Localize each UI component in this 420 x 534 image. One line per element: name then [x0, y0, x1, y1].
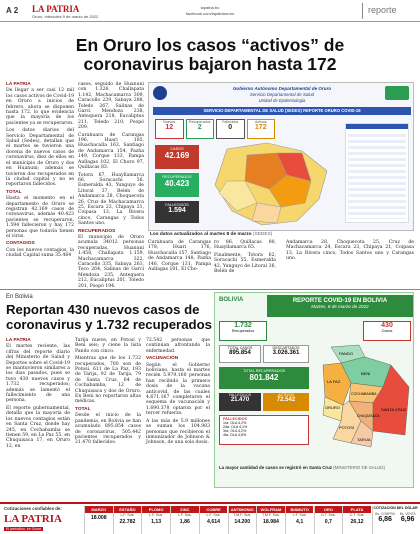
stat-box-nuevos: Nuevos 12 — [155, 119, 184, 139]
stat-box-activos: Activos 172 — [247, 119, 276, 139]
story2-paragraph: El reporte gubernamental, detalla que la mayoría de los nuevos contagios están en Santa Cruz, donde hay 245, en Cochabamba se tienen 59, en La Paz 55, en Chuquisaca 17, en Oruro 12, en — [6, 405, 70, 449]
story1-paragraph: casos, seguido de Huanuni con 1.326, Challapata 1.142, Machacamarca 309, Caracollo 239, Sabaya 288, Toledo 267, Salinas de Garci Mendoza 238, Antequera 218, Eucaliptus 211, Toledo 210, Poopó 209. — [78, 82, 144, 131]
ticker-item-head: ANTIMONIO — [229, 506, 257, 513]
story2-subhead: TOTAL — [75, 406, 91, 412]
story1-paragraph: De llegar a ser casi 12 mil los casos activos de Covid-19 en Oruro a inicios de febrero, ahora se disponen hasta 172, lo que evidencia que la mayoría de los pacientes ya se recuperaron. — [6, 88, 74, 126]
ticker-item-unit: L.F. Sus. — [177, 513, 192, 517]
story2-headline-line2: coronavirus y 1.732 recuperados — [6, 317, 212, 332]
story2-paragraph: Desde el inicio de la pandemia, en Bolivia se han acumulado 895.854 casos de coronavirus, 505.442 pacientes recuperados y 21.470 fallecidos. — [75, 413, 141, 446]
ticker-item-value: 0,7 — [324, 519, 332, 525]
deaths-bo-box: FALLECIDOS 21.470 — [219, 393, 261, 411]
total-cases-box: CASOS 42.169 — [155, 145, 199, 169]
ticker-item-head: ZINC — [171, 506, 199, 513]
ticker-item-head: MARZO — [85, 506, 113, 513]
map-label-tarija: TARIJA — [357, 437, 371, 442]
story1-paragraph: Los datos diarios del Servicio Departamental de Salud (Sedes), detallan que el martes se tuvieron una docena de nuevos casos de coronavirus, diez de ellos en el municipio de Oruro y dos en Huanuni; además se tuvieron dos recuperados en la ciudad capital y no se reportaron fallecidos. — [6, 128, 74, 188]
ticker-item — [228, 506, 257, 534]
story2-subhead: VACUNACIÓN — [146, 356, 179, 362]
ticker-item — [141, 506, 170, 534]
story1-subhead: TOTAL — [6, 189, 22, 195]
map-label-beni: BENI — [361, 371, 371, 376]
ticker-item-unit: L.F. Sus. — [120, 513, 135, 517]
ticker-logo-sub: El periódico, en Oruro — [6, 527, 41, 531]
story1-subhead: CONTAGIOS — [6, 241, 35, 247]
map-label-lapaz: LA PAZ — [327, 379, 341, 384]
fx-buy: Bs. COMPRA 6,86 — [375, 512, 395, 523]
paper-name: LA PATRIA — [32, 4, 80, 14]
recovered-today-box: 1.732 Recuperados — [219, 321, 267, 341]
story2-headline — [6, 302, 216, 332]
bolivia-map — [311, 343, 413, 453]
waves-lethality-box: FALLECIDOS 1ra. OLA 4,2% 2da. OLA 4,1% 3ra. OLA 4,2% 4ta. OLA 4,8% — [219, 415, 309, 445]
fx-rate-box — [372, 506, 418, 534]
ticker-item — [199, 506, 228, 534]
total-recovered-bo-box: TOTAL RECUPERADOS 801.842 — [219, 367, 309, 389]
story2-paragraph: Según el Gobierno boliviano, hasta el martes recién 5.979.160 personas han recibido la primera dosis de la vacuna anticovid, de las cuales 4.671.167 completaron el esquema de vacunación y 1.690.378 optaron por el tercer refuerzo. — [146, 362, 210, 417]
oruro-municipality-map — [207, 141, 337, 227]
active-bo-box: ACTIVOS 72.542 — [263, 393, 309, 411]
ticker-item-head: COBRE — [200, 506, 228, 513]
ticker-item — [285, 506, 314, 534]
ticker-item-head: ORO — [315, 506, 343, 513]
ticker-label: Cotizaciones confiables de: — [4, 506, 62, 511]
ticker-item-value: 1,86 — [179, 519, 190, 525]
stat-box-recuperados: Recuperados 2 — [186, 119, 215, 139]
story1-byline: LA PATRIA — [6, 82, 31, 87]
gov-line-3: Unidad de Epidemiología — [258, 98, 306, 103]
story1-paragraph: El municipio de Oruro acumula 34012 personas recuperadas, Huanuni 1.458, Challapata 1.159, Machacamarca 322, Caracollo 335, Sabaya 261, Toco 264, Salinas de Garci Mendoza 235, Antequera 212, Eucaliptus 201, Toledo 201, Poopó 194. — [78, 234, 144, 289]
ticker-item-head: WOLFRAM — [257, 506, 285, 513]
map-label-oruro: ORURO — [325, 405, 340, 410]
ticker-item-head: PLATA — [343, 506, 371, 513]
ticker-item-head: BISMUTO — [286, 506, 314, 513]
ticker-item-value: 18.008 — [90, 515, 107, 521]
discarded-box: DESCARTADOS 3.026.361 — [263, 345, 309, 363]
ticker-item-unit: L.F. Sus. — [206, 513, 221, 517]
story1-column-4 — [214, 240, 276, 286]
sedes-infographic — [148, 82, 414, 231]
story1-column-1 — [6, 82, 74, 282]
story1-paragraph: Con los nuevos contagios, la ciudad Capital suma 35.464 — [6, 247, 74, 259]
story1-headline-line1: En Oruro los casos “activos” de — [75, 35, 345, 55]
fx-title: COTIZACIÓN DEL DÓLAR — [373, 506, 418, 510]
ticker-item — [314, 506, 343, 534]
ticker-item-unit: O.T. Sus. — [349, 513, 365, 517]
story1-subhead: RECUPERADOS — [78, 228, 116, 234]
story2-kicker: En Bolivia — [6, 294, 33, 300]
ticker-item — [84, 506, 113, 534]
facebook-link[interactable]: facebook.com/lapatriaoruro — [185, 11, 235, 16]
section-divider — [0, 289, 420, 290]
map-label-pando: PANDO — [339, 351, 353, 356]
story2-paragraph: 72.542 personas que continúan afrontando la enfermedad. — [146, 338, 210, 354]
ticker-item — [170, 506, 199, 534]
story1-headline-line2: coronavirus bajaron hasta 172 — [83, 54, 337, 74]
sedes-stat-boxes — [155, 119, 275, 139]
edition-date: Oruro, miércoles 9 de marzo de 2022 — [32, 14, 99, 19]
commodity-ticker — [0, 502, 420, 534]
municipality-table — [345, 123, 409, 223]
story2-paragraph: A las más de 5.9 millones se suman los 104.983 personas que recibieron el inmunizador de Johnson & Johnson, de una sola dosis. — [146, 418, 210, 446]
ticker-item-value: 14.200 — [234, 519, 251, 525]
sedes-logo-icon — [385, 86, 409, 100]
ticker-logo: LA PATRIA — [4, 513, 62, 525]
ticker-item-value: 26,12 — [350, 519, 364, 525]
page-header — [0, 0, 420, 22]
map-label-potosi: POTOSÍ — [339, 425, 355, 430]
ticker-item-unit: T.M.F. Sus. — [233, 513, 252, 517]
story2-paragraph: El martes reciente, las cifras del reporte diario del Ministerio de Salud y Deportes sobre el Covid-19 se mantuvieron similares a los días pasados, pues se tuvo 430 nuevos casos y 1.732 recuperados; además se lamentó el fallecimiento de una persona. — [6, 344, 70, 404]
story2-column-3 — [146, 338, 210, 500]
section-name: reporte — [368, 5, 397, 15]
ticker-item-unit: L.F. Sus. — [149, 513, 164, 517]
ticker-item-value: 22.782 — [119, 519, 136, 525]
web-link[interactable]: lapatria.bo — [200, 5, 220, 10]
ministry-brand: BOLIVIA — [219, 297, 244, 303]
total-deaths-box: FALLECIDOS 1.594 — [155, 201, 199, 223]
ministry-caption: La mayor cantidad de casos se registró en Santa Cruz (MINISTERIO DE SALUD) — [219, 465, 385, 470]
ticker-item — [256, 506, 285, 534]
gov-line-1: Gobierno Autónomo Departamental de Oruro — [232, 86, 332, 91]
ticker-item-head: ESTAÑO — [114, 506, 142, 513]
header-divider — [362, 3, 363, 19]
story1-headline — [0, 36, 420, 74]
page-number: A 2 — [6, 6, 19, 15]
gov-line-2: Servicio Departamental de Salud — [249, 92, 315, 97]
map-label-chuquisaca: CHUQUISACA — [357, 414, 380, 418]
story1-paragraph: Hasta el momento en el departamento de Oruro se registran 42.169 casos de coronavirus, además 40.423 pacientes se recuperaron, 1.594 fallecieron y hay 172 personas que todavía tienen el virus. — [6, 196, 74, 239]
map-label-santacruz: SANTA CRUZ — [381, 407, 407, 412]
story2-headline-line1: Reportan 430 nuevos casos de — [6, 302, 200, 317]
ticker-item-unit: O.T. Sus. — [320, 513, 336, 517]
sedes-caption: Los datos actualizados al martes 8 de marzo (SEDES) — [150, 232, 273, 237]
ministry-title-banner: REPORTE COVID-19 EN BOLIVIA Martes, 8 de marzo de 2022 — [267, 295, 413, 317]
total-cases-bo-box: TOTAL CASOS 895.854 — [219, 345, 261, 363]
sedes-banner: SERVICIO DEPARTAMENTAL DE SALUD (SEDES) REPORTE ORURO COVID-19 — [153, 107, 411, 115]
ticker-item-value: 1,13 — [151, 519, 162, 525]
map-label-cochabamba: COCHABAMBA — [351, 392, 377, 396]
story2-column-2 — [75, 338, 141, 500]
story2-byline: LA PATRIA — [6, 338, 31, 343]
story2-paragraph: Mientras que de los 1.732 recuperados, 700 son de Potosí, 611 de La Paz, 193 de Tarija, 92 de Tarija, 79 de Santa Cruz, 64 de Cochabamba, 12 de Chuquisaca y dos de Oruro. En Beni no reportaron altas médicas. — [75, 356, 141, 405]
ticker-item-unit: T.M.F. Sus. — [262, 513, 280, 517]
story2-paragraph: Tarija nueve, en Potosí y Beni seis; y ciene la lista Pando con cinco. — [75, 338, 141, 354]
story1-paragraph: Curahuara de Carangas 196, Huari 185, Huachacalla 163, Santiago de Andamarca 154, Pazña 149, Corque 133, Pampa Aullagas 102, El Choro 97, Quillacas 83. — [78, 132, 144, 171]
ministry-infographic — [214, 292, 414, 488]
stat-box-fallecidos: Fallecidos 0 — [216, 119, 245, 139]
story1-column-2 — [78, 82, 144, 289]
ticker-item-unit: L.F. Sus. — [292, 513, 307, 517]
ticker-item — [342, 506, 371, 534]
ticker-item-value: 18.984 — [263, 519, 279, 525]
story1-column-5 — [280, 240, 414, 286]
total-recovered-box: RECUPERADOS 40.423 — [155, 173, 199, 197]
story1-paragraph: Curahuara de Carangas 178, Huari 176, Huachacalla 157, Santiago de Andamarca 148, Pazña 146, Corque 131, Pampa Aullagas 101, El Cho- — [148, 240, 211, 273]
story1-paragraph: ro 86, Quillacas 80, Huayllamarca 65. — [214, 240, 276, 251]
ticker-item-head: PLOMO — [142, 506, 170, 513]
ticker-item — [113, 506, 142, 534]
story1-paragraph: Totora 67, Huayllamarca 66, Soracachi 56, Esmeralda 43, Yunguyo de Litoral 37, Belén de Andamarca 28, Choquecota 26, Cruz de Machacamarca 25, Escara 23, Chipaya 21, Coipasa 13, La Rivera cinco, Carangas y Todos Santos uno. — [78, 172, 144, 227]
ticker-item-value: 4,614 — [207, 519, 221, 525]
story1-column-3 — [148, 240, 211, 286]
new-cases-box: 430 Casos — [363, 321, 411, 341]
fx-sell: Bs. VENTA 6,96 — [399, 512, 416, 523]
story1-paragraph: Finalmente, Totora 62, Soracachi 55, Esmeralda 42, Yunguyo de Litoral 36, Belén de — [214, 252, 276, 275]
story2-column-1 — [6, 338, 70, 500]
ticker-item-value: 4,1 — [296, 519, 304, 525]
story1-paragraph: Andamarca 28, Choquecota 25, Cruz de Machacamarca 24, Escara 23, Chipaya 21, Coipasa 13, La Rivera cinco, Todos Santos uno y Carangas uno. — [286, 240, 414, 262]
